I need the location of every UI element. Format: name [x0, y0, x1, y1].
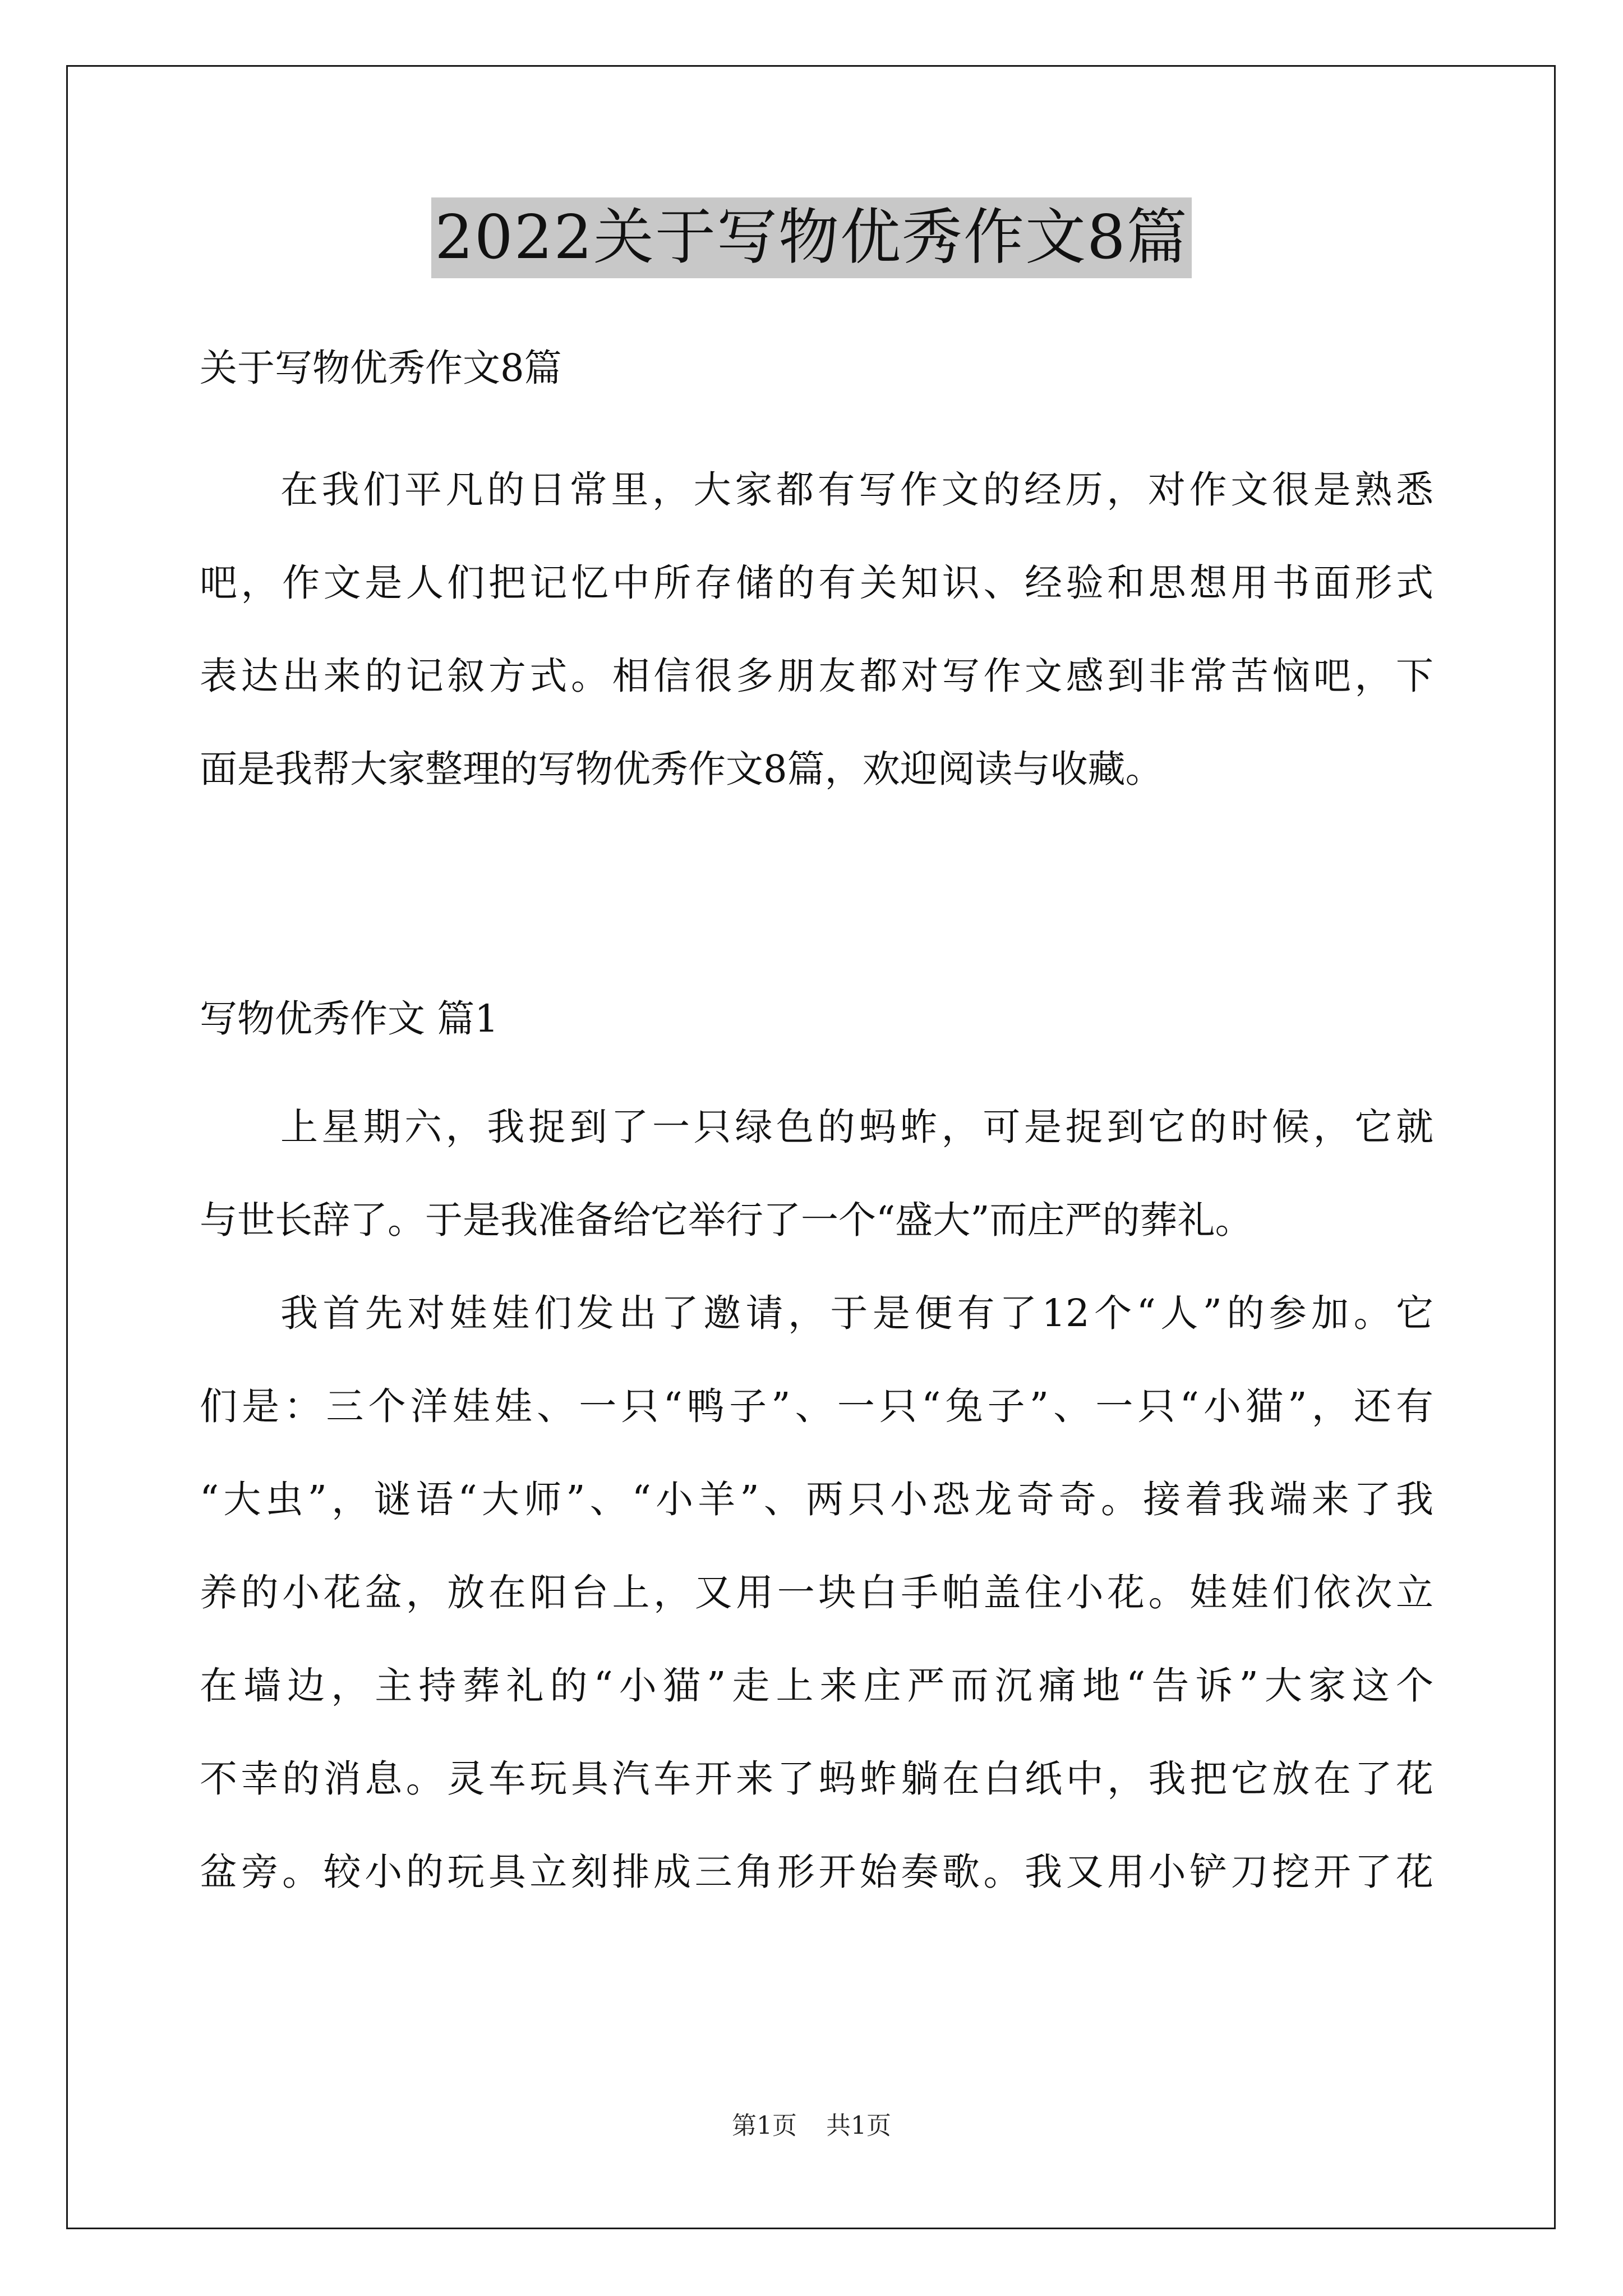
document-title: 2022关于写物优秀作文8篇: [431, 197, 1192, 278]
paragraph-line: 在墙边，主持葬礼的“小猫”走上来庄严而沉痛地“告诉”大家这个: [200, 1664, 1433, 1708]
section1-paragraph-2: [200, 1267, 1433, 1918]
paragraph-line: 吧，作文是人们把记忆中所存储的有关知识、经验和思想用书面形式: [200, 561, 1433, 605]
page-footer: [0, 2109, 1623, 2143]
paragraph-line: “大虫”，谜语“大师”、“小羊”、两只小恐龙奇奇。接着我端来了我: [200, 1478, 1433, 1521]
paragraph-line: 表达出来的记叙方式。相信很多朋友都对写作文感到非常苦恼吧，下: [200, 654, 1433, 698]
paragraph-line: 不幸的消息。灵车玩具汽车开来了蚂蚱躺在白纸中，我把它放在了花: [200, 1757, 1433, 1801]
page-number: 第1页: [732, 2111, 797, 2140]
paragraph-line: 养的小花盆，放在阳台上，又用一块白手帕盖住小花。娃娃们依次立: [200, 1571, 1433, 1614]
paragraph-line: 在我们平凡的日常里，大家都有写作文的经历，对作文很是熟悉: [280, 468, 1433, 512]
page-total: 共1页: [826, 2111, 891, 2140]
paragraph-line: 上星期六，我捉到了一只绿色的蚂蚱，可是捉到它的时候，它就: [280, 1105, 1433, 1149]
paragraph-line: 我首先对娃娃们发出了邀请，于是便有了12个“人”的参加。它: [280, 1291, 1433, 1335]
title-container: [0, 197, 1623, 278]
paragraph-line: 盆旁。较小的玩具立刻排成三角形开始奏歌。我又用小铲刀挖开了花: [200, 1850, 1433, 1894]
section1-paragraph-1: [200, 1080, 1433, 1267]
paragraph-line: 面是我帮大家整理的写物优秀作文8篇，欢迎阅读与收藏。: [200, 747, 1163, 791]
section-heading: 写物优秀作文 篇1: [200, 997, 499, 1041]
paragraph-line: 们是：三个洋娃娃、一只“鸭子”、一只“兔子”、一只“小猫”，还有: [200, 1384, 1433, 1428]
subtitle: 关于写物优秀作文8篇: [200, 346, 562, 390]
paragraph-line: 与世长辞了。于是我准备给它举行了一个“盛大”而庄严的葬礼。: [200, 1198, 1253, 1242]
intro-paragraph: [200, 443, 1433, 816]
